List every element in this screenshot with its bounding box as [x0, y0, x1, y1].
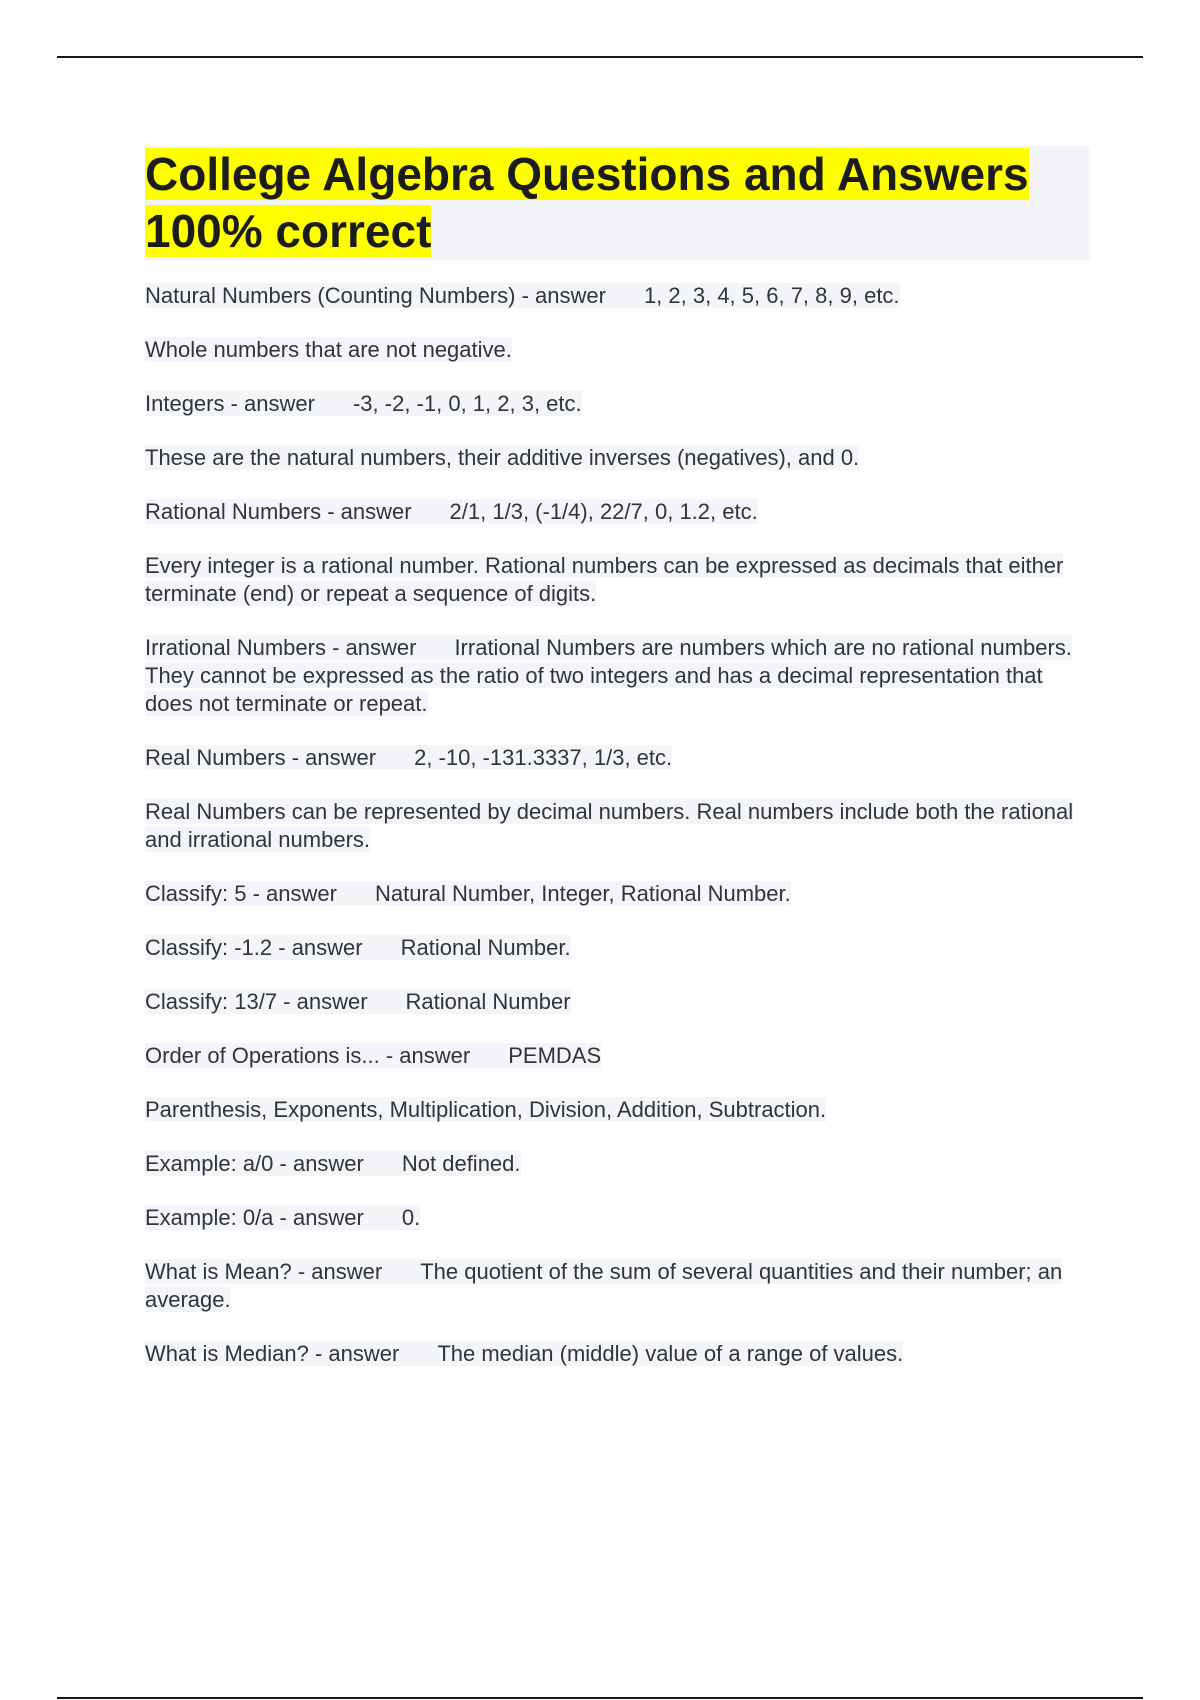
answer-text: The quotient of the sum of several quantities and their number; an average.: [145, 1259, 1063, 1312]
answer-text: Irrational Numbers are numbers which are no rational numbers. They cannot be expressed as the ratio of two integers and has a decimal representation that does not terminate or repeat.: [145, 635, 1072, 716]
explanation-text: [145, 444, 1090, 472]
qa-item: [145, 744, 1090, 772]
question-text: Natural Numbers (Counting Numbers) - answer: [145, 283, 606, 308]
answer-text: Rational Number: [405, 989, 571, 1014]
explanation-text: [145, 336, 1090, 364]
answer-text: Not defined.: [401, 1151, 521, 1176]
question-text: Rational Numbers - answer: [145, 499, 412, 524]
qa-line: [145, 635, 1072, 716]
question-text: What is Mean? - answer: [145, 1259, 383, 1284]
answer-text: -3, -2, -1, 0, 1, 2, 3, etc.: [352, 391, 582, 416]
qa-line: [145, 745, 672, 770]
answer-text: 2, -10, -131.3337, 1/3, etc.: [414, 745, 673, 770]
qa-line: [145, 881, 791, 906]
document-body: [145, 146, 1090, 1394]
answer-text: Rational Number.: [400, 935, 571, 960]
explanation-line: Whole numbers that are not negative.: [145, 337, 512, 362]
answer-text: 2/1, 1/3, (-1/4), 22/7, 0, 1.2, etc.: [449, 499, 758, 524]
qa-item: [145, 390, 1090, 418]
qa-item: [145, 1042, 1090, 1070]
qa-line: [145, 1043, 601, 1068]
page-title: [145, 146, 1090, 260]
explanation-line: Parenthesis, Exponents, Multiplication, Division, Addition, Subtraction.: [145, 1097, 827, 1122]
question-text: Real Numbers - answer: [145, 745, 377, 770]
qa-item: [145, 1150, 1090, 1178]
question-text: Classify: 5 - answer: [145, 881, 337, 906]
qa-line: [145, 391, 582, 416]
qa-item: [145, 1340, 1090, 1368]
explanation-text: [145, 798, 1090, 854]
qa-line: [145, 499, 758, 524]
answer-text: 1, 2, 3, 4, 5, 6, 7, 8, 9, etc.: [643, 283, 900, 308]
top-rule: [57, 56, 1143, 58]
question-text: Integers - answer: [145, 391, 315, 416]
question-text: Classify: -1.2 - answer: [145, 935, 363, 960]
title-line-2: 100% correct: [145, 205, 432, 257]
explanation-line: Every integer is a rational number. Rational numbers can be expressed as decimals that either terminate (end) or repeat a sequence of digits.: [145, 553, 1064, 606]
answer-text: Natural Number, Integer, Rational Number.: [374, 881, 791, 906]
explanation-line: These are the natural numbers, their additive inverses (negatives), and 0.: [145, 445, 860, 470]
title-line-1: College Algebra Questions and Answers: [145, 148, 1029, 200]
qa-line: [145, 283, 900, 308]
answer-text: 0.: [401, 1205, 421, 1230]
qa-list: [145, 282, 1090, 1368]
question-text: What is Median? - answer: [145, 1341, 400, 1366]
question-text: Example: a/0 - answer: [145, 1151, 364, 1176]
question-text: Example: 0/a - answer: [145, 1205, 364, 1230]
qa-item: [145, 880, 1090, 908]
qa-item: [145, 282, 1090, 310]
qa-line: [145, 1341, 903, 1366]
answer-text: PEMDAS: [508, 1043, 602, 1068]
qa-item: [145, 1204, 1090, 1232]
qa-line: [145, 935, 571, 960]
qa-item: [145, 988, 1090, 1016]
qa-item: [145, 498, 1090, 526]
qa-item: [145, 1258, 1090, 1314]
explanation-text: [145, 1096, 1090, 1124]
question-text: Irrational Numbers - answer: [145, 635, 417, 660]
qa-line: [145, 1205, 420, 1230]
answer-text: The median (middle) value of a range of values.: [437, 1341, 904, 1366]
question-text: Classify: 13/7 - answer: [145, 989, 368, 1014]
title-block: [145, 146, 1090, 260]
qa-item: [145, 634, 1090, 718]
qa-line: [145, 1259, 1062, 1312]
qa-line: [145, 1151, 521, 1176]
question-text: Order of Operations is... - answer: [145, 1043, 471, 1068]
bottom-rule: [57, 1697, 1143, 1699]
explanation-line: Real Numbers can be represented by decimal numbers. Real numbers include both the rational and irrational numbers.: [145, 799, 1074, 852]
qa-line: [145, 989, 571, 1014]
qa-item: [145, 934, 1090, 962]
explanation-text: [145, 552, 1090, 608]
